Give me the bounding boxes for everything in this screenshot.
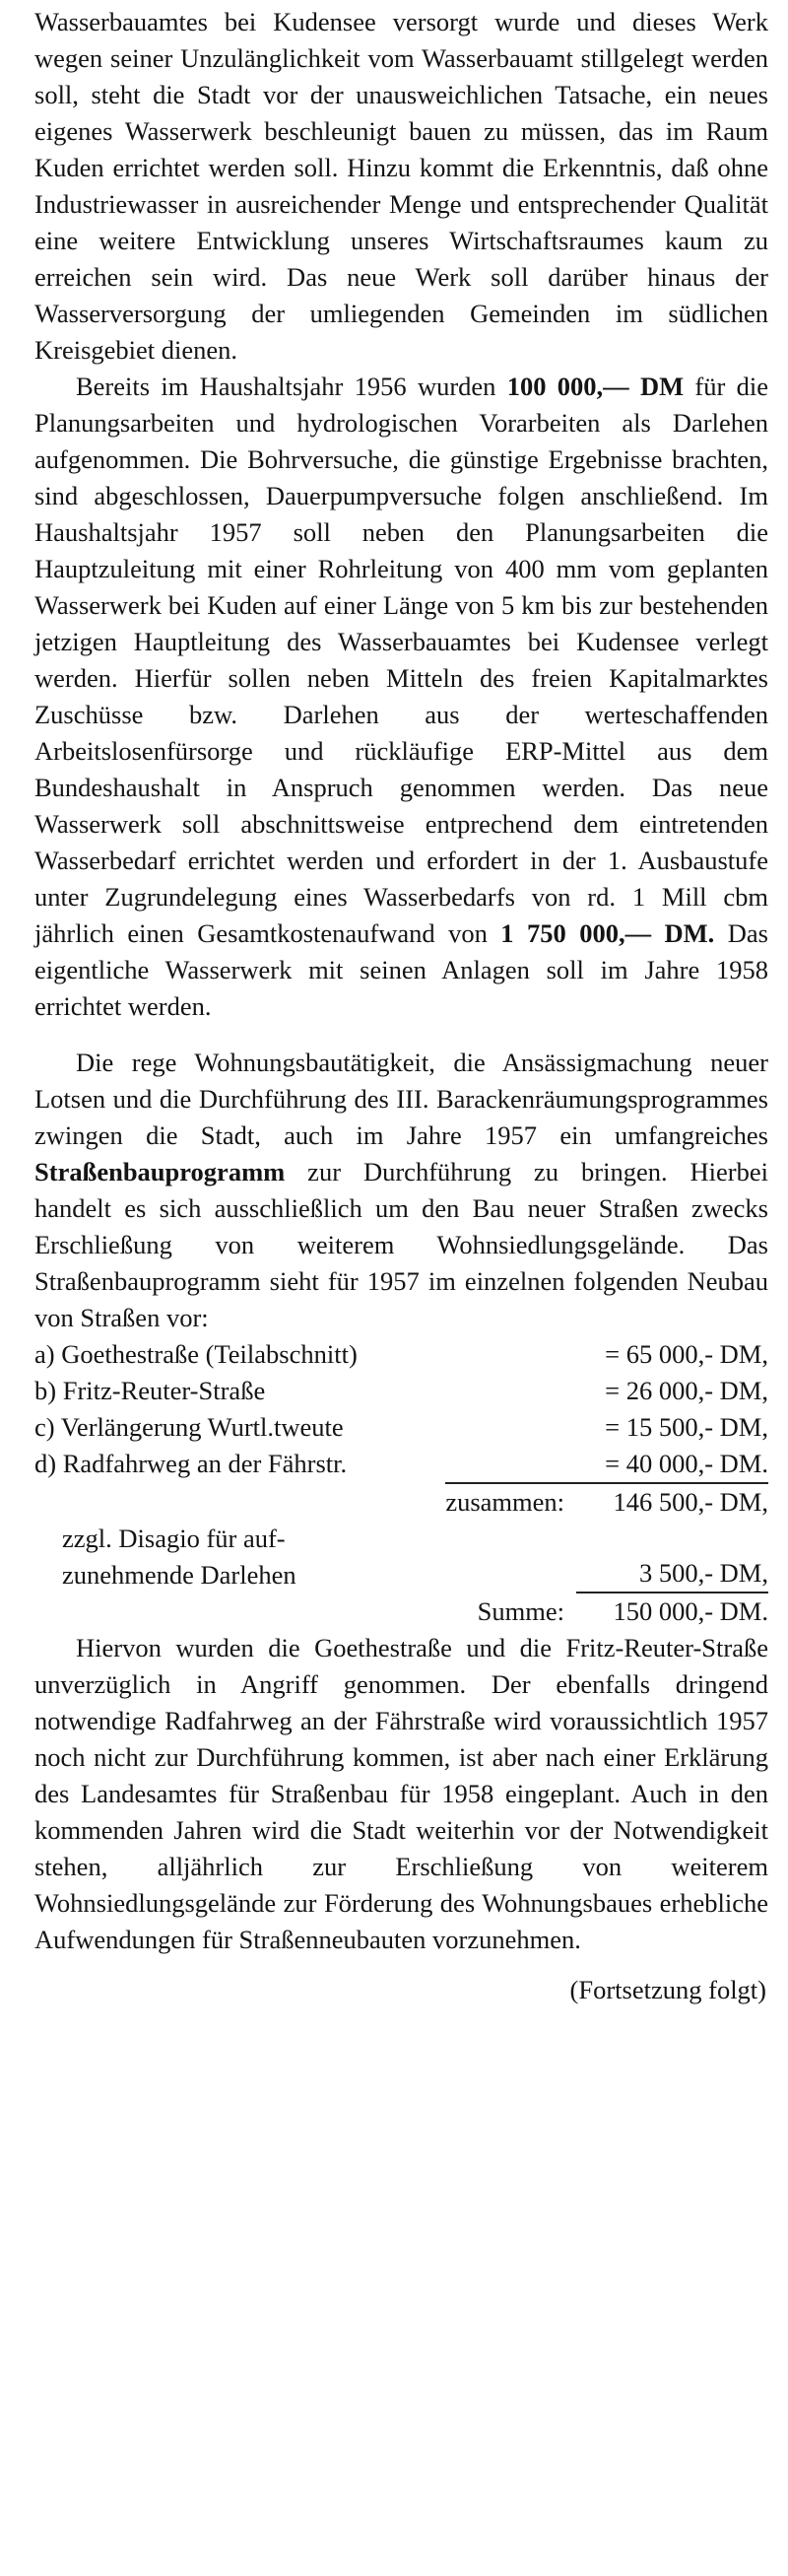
total-row: [34, 1593, 768, 1630]
paragraph-road-outlook: Hiervon wurden die Goethestraße und die Fritz-Reuter-Straße unverzüglich in Angriff genommen. Der ebenfalls dringend notwendige Radfahrweg an der Fährstraße wird voraussichtlich 1957 noch nicht zur Durchführung kommen, ist aber nach einer Erklärung des Landesamtes für Straßenbau für 1958 eingeplant. Auch in den kommenden Jahren wird die Stadt weiterhin vor der Notwendigkeit stehen, alljährlich zur Erschließung von weiterem Wohnsiedlungsgelände zur Förderung des Wohnungsbaues erhebliche Aufwendungen für Straßenneubauten vorzunehmen.: [34, 1633, 768, 1954]
road-label: c) Verlängerung Wurtl.tweute: [34, 1412, 344, 1442]
road-cost-list: [34, 1336, 768, 1482]
disagio-label-line: zunehmende Darlehen: [62, 1560, 296, 1590]
road-amount: = 40 000,- DM.: [605, 1449, 768, 1478]
paragraph-water-works-intro: Wasserbauamtes bei Kudensee versorgt wurde und dieses Werk wegen seiner Unzulänglichkeit vom Wasserbauamt stillgelegt werden soll, steht die Stadt vor der unausweichlichen Tatsache, ein neues eigenes Wasserwerk beschleunigt bauen zu müssen, das im Raum Kuden errichtet werden soll. Hinzu kommt die Erkenntnis, daß ohne Industriewasser in ausreichender Menge und entsprechender Qualität eine weitere Entwicklung unseres Wirtschaftsraumes kaum zu erreichen sein wird. Das neue Werk soll darüber hinaus der Wasserversorgung der umliegenden Gemeinden im südlichen Kreisgebiet dienen.: [34, 7, 768, 365]
total-label: Summe:: [477, 1596, 564, 1626]
road-amount: = 26 000,- DM,: [605, 1376, 768, 1405]
text-segment: Bereits im Haushaltsjahr 1956 wurden: [76, 372, 507, 401]
list-item: [34, 1446, 768, 1482]
road-amount: = 15 500,- DM,: [605, 1412, 768, 1442]
text-segment: Das eigentliche Wasserwerk mit seinen Anlagen soll im Jahre 1958 errichtet werden.: [34, 918, 768, 1021]
list-item: [34, 1336, 768, 1373]
subtotal-row: [34, 1482, 768, 1521]
road-program-term: Straßenbauprogramm: [34, 1157, 286, 1186]
disagio-label-line: zzgl. Disagio für auf-: [62, 1524, 286, 1553]
list-item: [34, 1373, 768, 1409]
road-amount: = 65 000,- DM,: [605, 1339, 768, 1369]
disagio-row: [34, 1521, 768, 1593]
disagio-label: [62, 1521, 576, 1593]
amount-total-cost: 1 750 000,— DM.: [500, 918, 715, 948]
text-segment: für die Planungsarbeiten und hydrologischen Vorarbeiten als Darlehen aufgenommen. Die Bohrversuche, die günstige Ergebnisse brachten, sind abgeschlossen, Dauerpumpversuche folgen anschließend. Im Haushaltsjahr 1957 soll neben den Planungsarbeiten die Hauptzuleitung mit einer Rohrleitung von 400 mm vom geplanten Wasserwerk bei Kuden auf einer Länge von 5 km bis zur bestehenden jetzigen Hauptleitung des Wasserbauamtes bei Kudensee verlegt werden. Hierfür sollen neben Mitteln des freien Kapitalmarktes Zuschüsse bzw. Darlehen aus der werteschaffenden Arbeitslosenfürsorge und rückläufige ERP-Mittel aus dem Bundeshaushalt in Anspruch genommen werden. Das neue Wasserwerk soll abschnittsweise entprechend dem eintretenden Wasserbedarf errichtet werden und erfordert in der 1. Ausbaustufe unter Zugrundelegung eines Wasserbedarfs von rd. 1 Mill cbm jährlich einen Gesamtkostenaufwand von: [34, 372, 768, 948]
road-label: a) Goethestraße (Teilabschnitt): [34, 1339, 358, 1369]
subtotal-label: zusammen:: [445, 1482, 576, 1521]
disagio-amount: 3 500,- DM,: [576, 1555, 768, 1593]
text-segment: zur Durchführung zu bringen. Hierbei handelt es sich ausschließlich um den Bau neuer Straßen zwecks Erschließung von weiterem Wohnsiedlungsgelände. Das Straßenbauprogramm sieht für 1957 im einzelnen folgenden Neubau von Straßen vor:: [34, 1157, 768, 1332]
paragraph-road-program: [34, 1045, 768, 1336]
amount-planning: 100 000,— DM: [506, 372, 685, 401]
total-amount: 150 000,- DM.: [613, 1596, 768, 1626]
subtotal-amount: 146 500,- DM,: [576, 1482, 768, 1521]
road-label: b) Fritz-Reuter-Straße: [34, 1376, 266, 1405]
text-segment: Die rege Wohnungsbautätigkeit, die Ansässigmachung neuer Lotsen und die Durchführung des III. Barackenräumungsprogrammes zwingen die Stadt, auch im Jahre 1957 ein umfangreiches: [34, 1048, 768, 1150]
continuation-note: (Fortsetzung folgt): [569, 1975, 766, 2004]
list-item: [34, 1409, 768, 1446]
road-label: d) Radfahrweg an der Fährstr.: [34, 1449, 348, 1478]
paragraph-water-works-financing: [34, 369, 768, 1025]
